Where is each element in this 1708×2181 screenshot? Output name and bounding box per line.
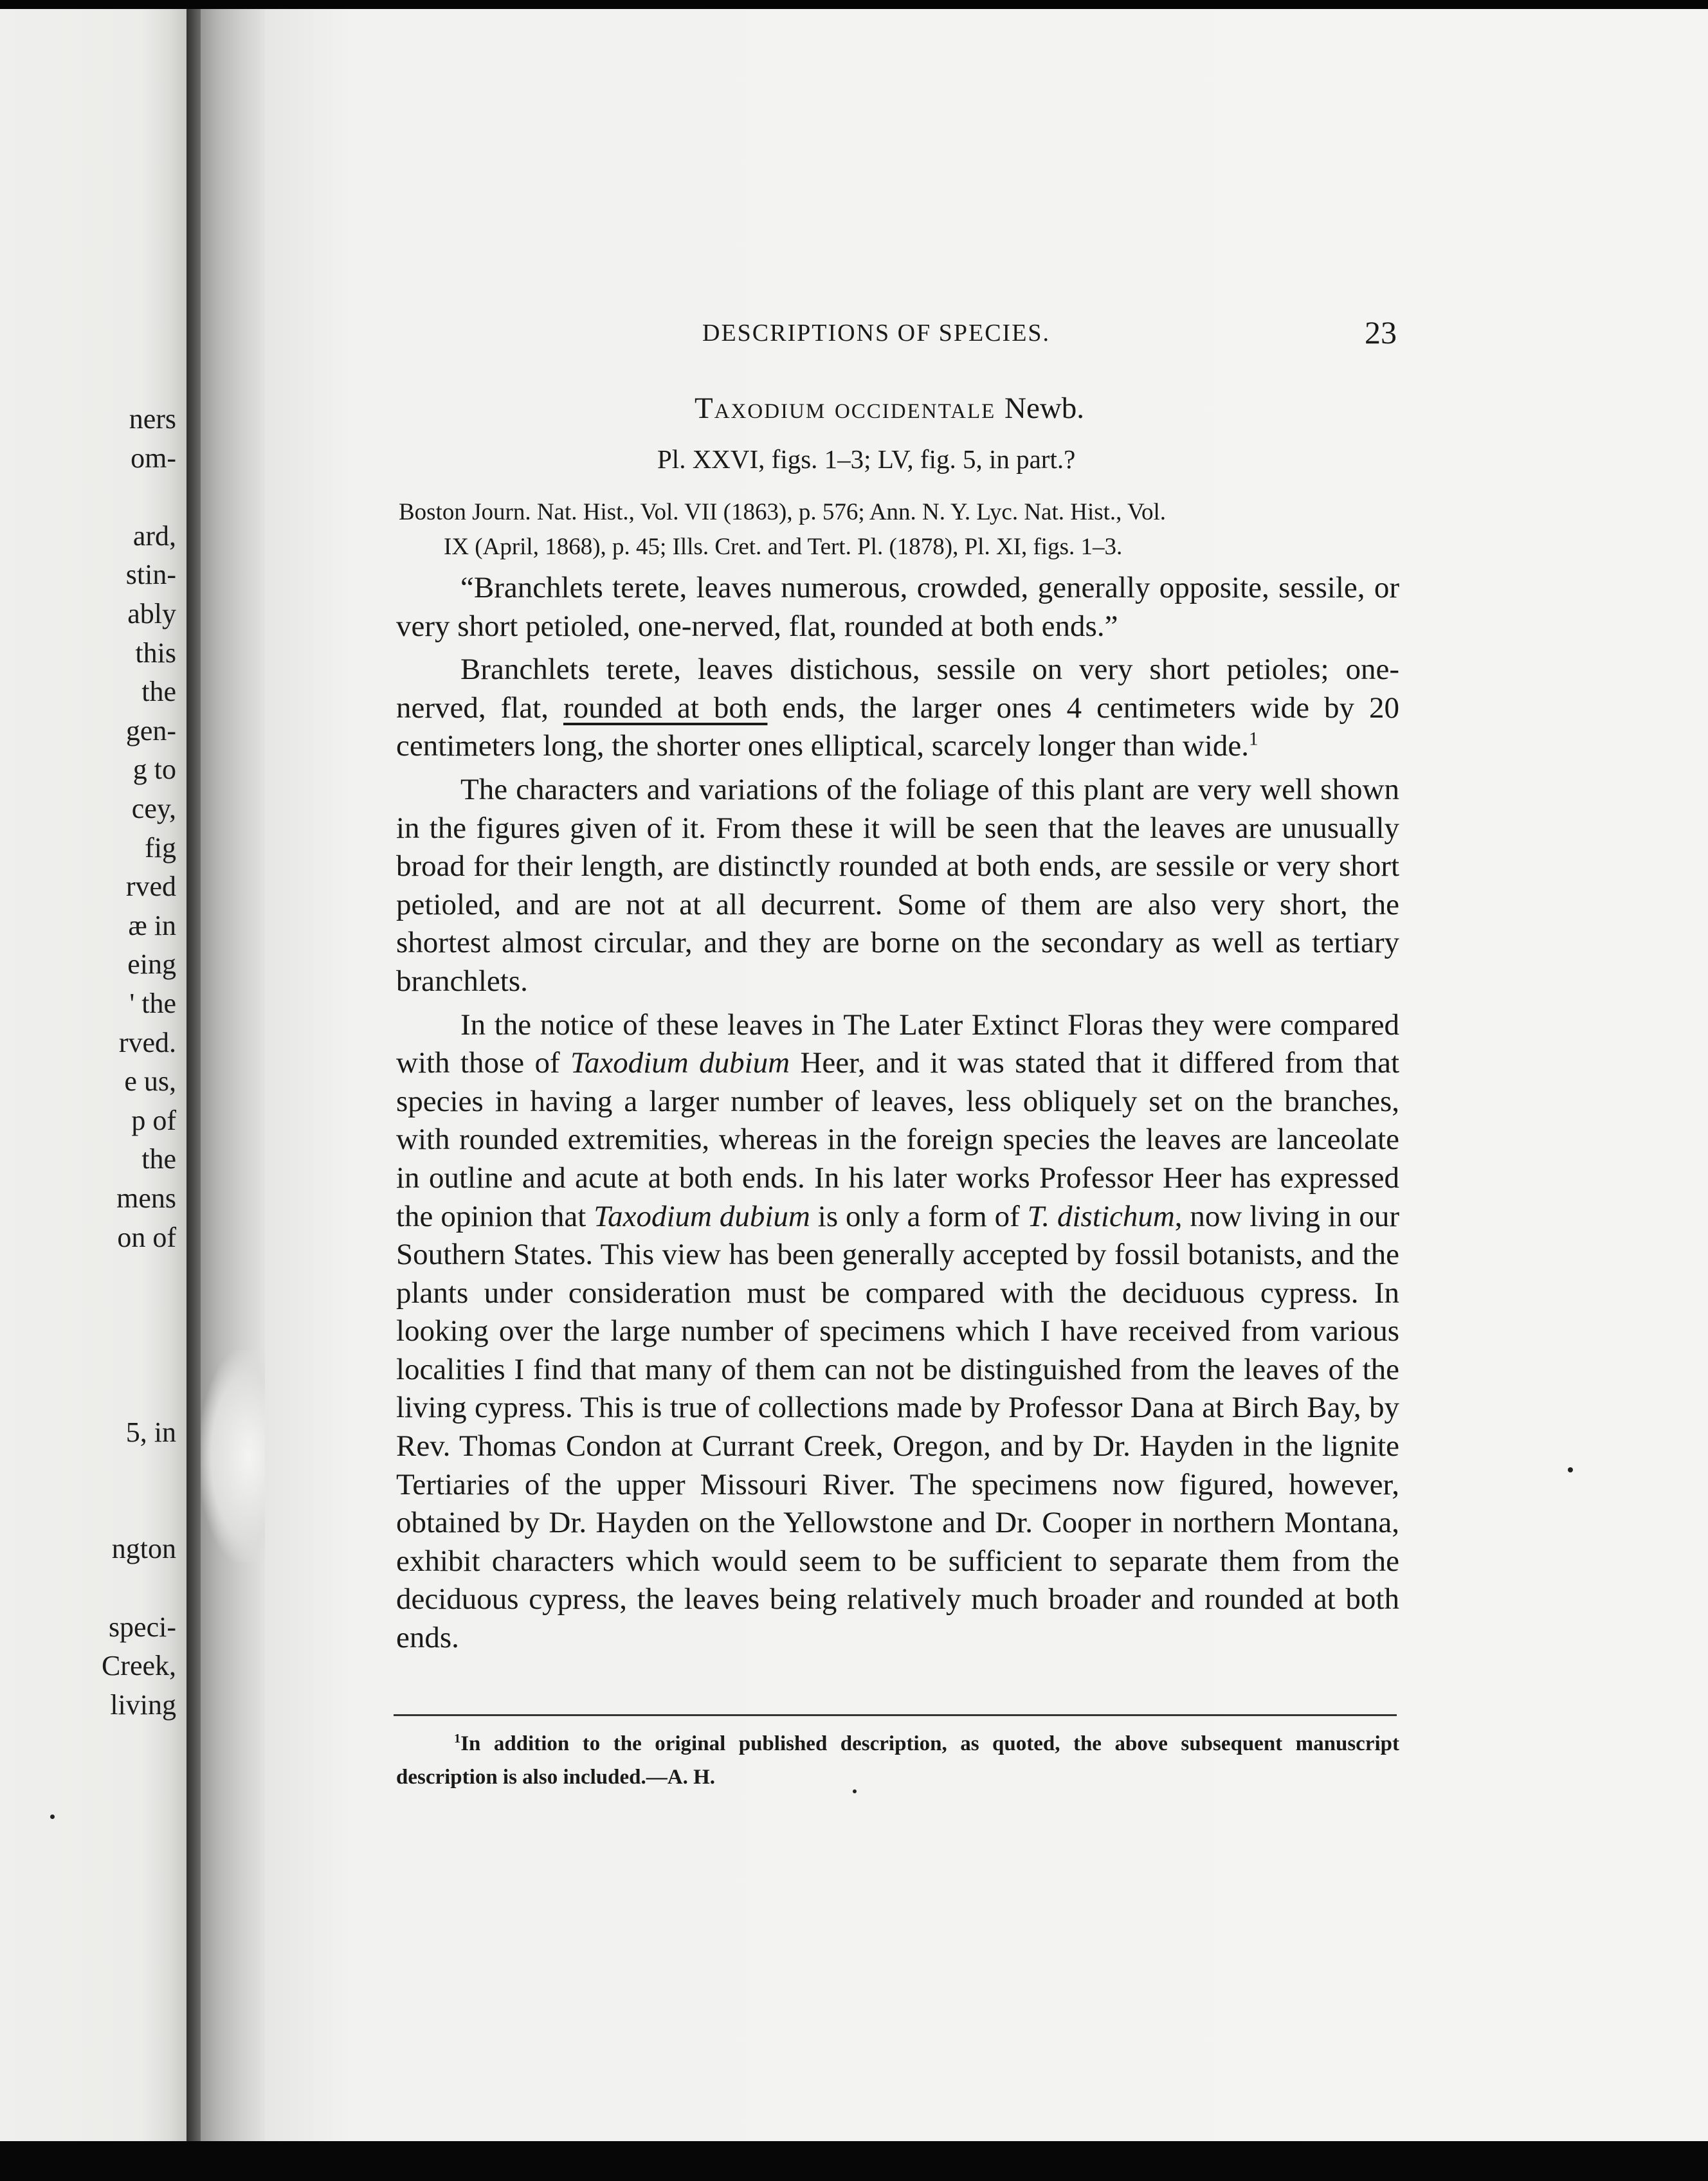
facing-page-fragment bbox=[0, 9, 188, 2141]
facing-page-line: p of bbox=[131, 1105, 176, 1136]
body-text bbox=[396, 569, 1399, 1663]
footnote-text: In addition to the original published description, as quoted, the above subsequent manuscript description is also included.—A. H. bbox=[396, 1732, 1399, 1789]
species-name-italic: Taxodium dubium bbox=[594, 1199, 810, 1233]
paragraph bbox=[396, 1006, 1399, 1658]
plate-reference: Pl. XXVI, figs. 1–3; LV, fig. 5, in part.? bbox=[657, 444, 1076, 474]
facing-page-line: ' the bbox=[129, 988, 176, 1019]
facing-page-line: ners bbox=[129, 403, 176, 435]
facing-page-line: æ in bbox=[128, 910, 176, 941]
text-run: , now living in our Southern States. This view has been generally accepted by fossil botanists, and the plants under consideration must be compared with the deciduous cypress. In looking over the large number of specimens which I have received from various localities I find that many of them can not be distinguished from the leaves of the living cypress. This is true of collections made by Professor Dana at Birch Bay, by Rev. Thomas Condon at Currant Creek, Oregon, and by Dr. Hayden in the lignite Tertiaries of the upper Missouri River. The specimens now figured, however, obtained by Dr. Hayden on the Yellowstone and Dr. Cooper in northern Montana, exhibit characters which would seem to be sufficient to separate them from the deciduous cypress, the leaves being relatively much broader and rounded at both ends. bbox=[396, 1199, 1400, 1655]
text-run: is only a form of bbox=[810, 1199, 1028, 1233]
facing-page-line: stin- bbox=[125, 559, 176, 590]
species-epithet: occidentale bbox=[834, 392, 996, 425]
facing-page-line: living bbox=[110, 1689, 176, 1721]
text-run: In the notice of these leaves in The Later Extinct Floras they were compared with those of bbox=[396, 1008, 1399, 1080]
facing-page-line: e us, bbox=[124, 1065, 176, 1097]
text-run: Branchlets terete, leaves distichous, sessile on very short petioles; one-nerved, flat, bbox=[396, 653, 1399, 725]
facing-page-line: Creek, bbox=[101, 1650, 176, 1681]
species-author: Newb. bbox=[1004, 392, 1085, 425]
footnote-mark: 1 bbox=[454, 1732, 461, 1746]
species-name-italic: T. distichum bbox=[1027, 1199, 1175, 1233]
scan-speck bbox=[50, 1814, 55, 1819]
scan-speck bbox=[1568, 1467, 1573, 1472]
facing-page-line: on of bbox=[117, 1222, 176, 1253]
gutter-shadow bbox=[186, 9, 201, 2141]
facing-page-line: ably bbox=[127, 598, 176, 629]
underlined-text: rounded at both bbox=[563, 691, 768, 725]
facing-page-line: 5, in bbox=[125, 1416, 176, 1448]
facing-page-line: speci- bbox=[108, 1611, 176, 1643]
species-heading bbox=[695, 391, 1084, 426]
bibliographic-citation bbox=[399, 495, 1399, 565]
species-name-italic: Taxodium dubium bbox=[570, 1046, 790, 1080]
quoted-description: “Branchlets terete, leaves numerous, crowded, generally opposite, sessile, or very short petioled, one-nerved, flat, rounded at both ends.” bbox=[396, 571, 1399, 643]
manuscript-description bbox=[396, 651, 1399, 766]
facing-page-line: mens bbox=[116, 1182, 176, 1214]
scan-speck bbox=[853, 1789, 857, 1793]
page-number: 23 bbox=[1365, 314, 1397, 350]
facing-page-line: the bbox=[141, 1143, 176, 1175]
paragraph: The characters and variations of the foliage of this plant are very well shown in the figures given of it. From these it will be seen that the leaves are unusually broad for their length, are distinctly rounded at both ends, are sessile or very short petioled, and are not at all decurrent. Some of them are also very short, the shortest almost circular, and they are borne on the secondary as well as tertiary branchlets. bbox=[396, 772, 1399, 998]
facing-page-line: fig bbox=[145, 832, 176, 864]
facing-page-line: rved. bbox=[118, 1027, 176, 1058]
text-run: ends, the larger ones 4 centimeters wide by 20 centimeters long, the shorter ones elliptical, scarcely longer than wide. bbox=[396, 691, 1399, 763]
scan-bottom-border bbox=[0, 2141, 1708, 2181]
facing-page-line: om- bbox=[131, 442, 176, 474]
text-run: Heer, and it was stated that it differed from that species in having a larger number of leaves, less obliquely set on the branches, with rounded extremities, whereas in the foreign species the leaves are lanceolate in outline and acute at both ends. In his later works Professor Heer has expressed the opinion that bbox=[396, 1046, 1399, 1233]
facing-page-line: g to bbox=[132, 754, 176, 785]
facing-page-line: eing bbox=[127, 948, 176, 980]
running-head: DESCRIPTIONS OF SPECIES. bbox=[702, 320, 1051, 347]
facing-page-line: gen- bbox=[125, 715, 176, 747]
footnote bbox=[396, 1727, 1399, 1794]
facing-page-line: rved bbox=[125, 871, 176, 902]
citation-line: Boston Journ. Nat. Hist., Vol. VII (1863), p. 576; Ann. N. Y. Lyc. Nat. Hist., Vol. bbox=[399, 499, 1166, 525]
footnote-reference: 1 bbox=[1248, 729, 1258, 750]
facing-page-line: ard, bbox=[132, 520, 176, 552]
facing-page-line: cey, bbox=[131, 793, 176, 824]
facing-page-line: ngton bbox=[111, 1533, 176, 1564]
citation-line: IX (April, 1868), p. 45; Ills. Cret. and Tert. Pl. (1878), Pl. XI, figs. 1–3. bbox=[444, 534, 1123, 560]
facing-page-line: this bbox=[135, 637, 176, 669]
footnote-divider bbox=[394, 1714, 1397, 1716]
species-genus: Taxodium bbox=[695, 392, 826, 425]
facing-page-line: the bbox=[141, 676, 176, 707]
scan-top-border bbox=[0, 0, 1708, 9]
